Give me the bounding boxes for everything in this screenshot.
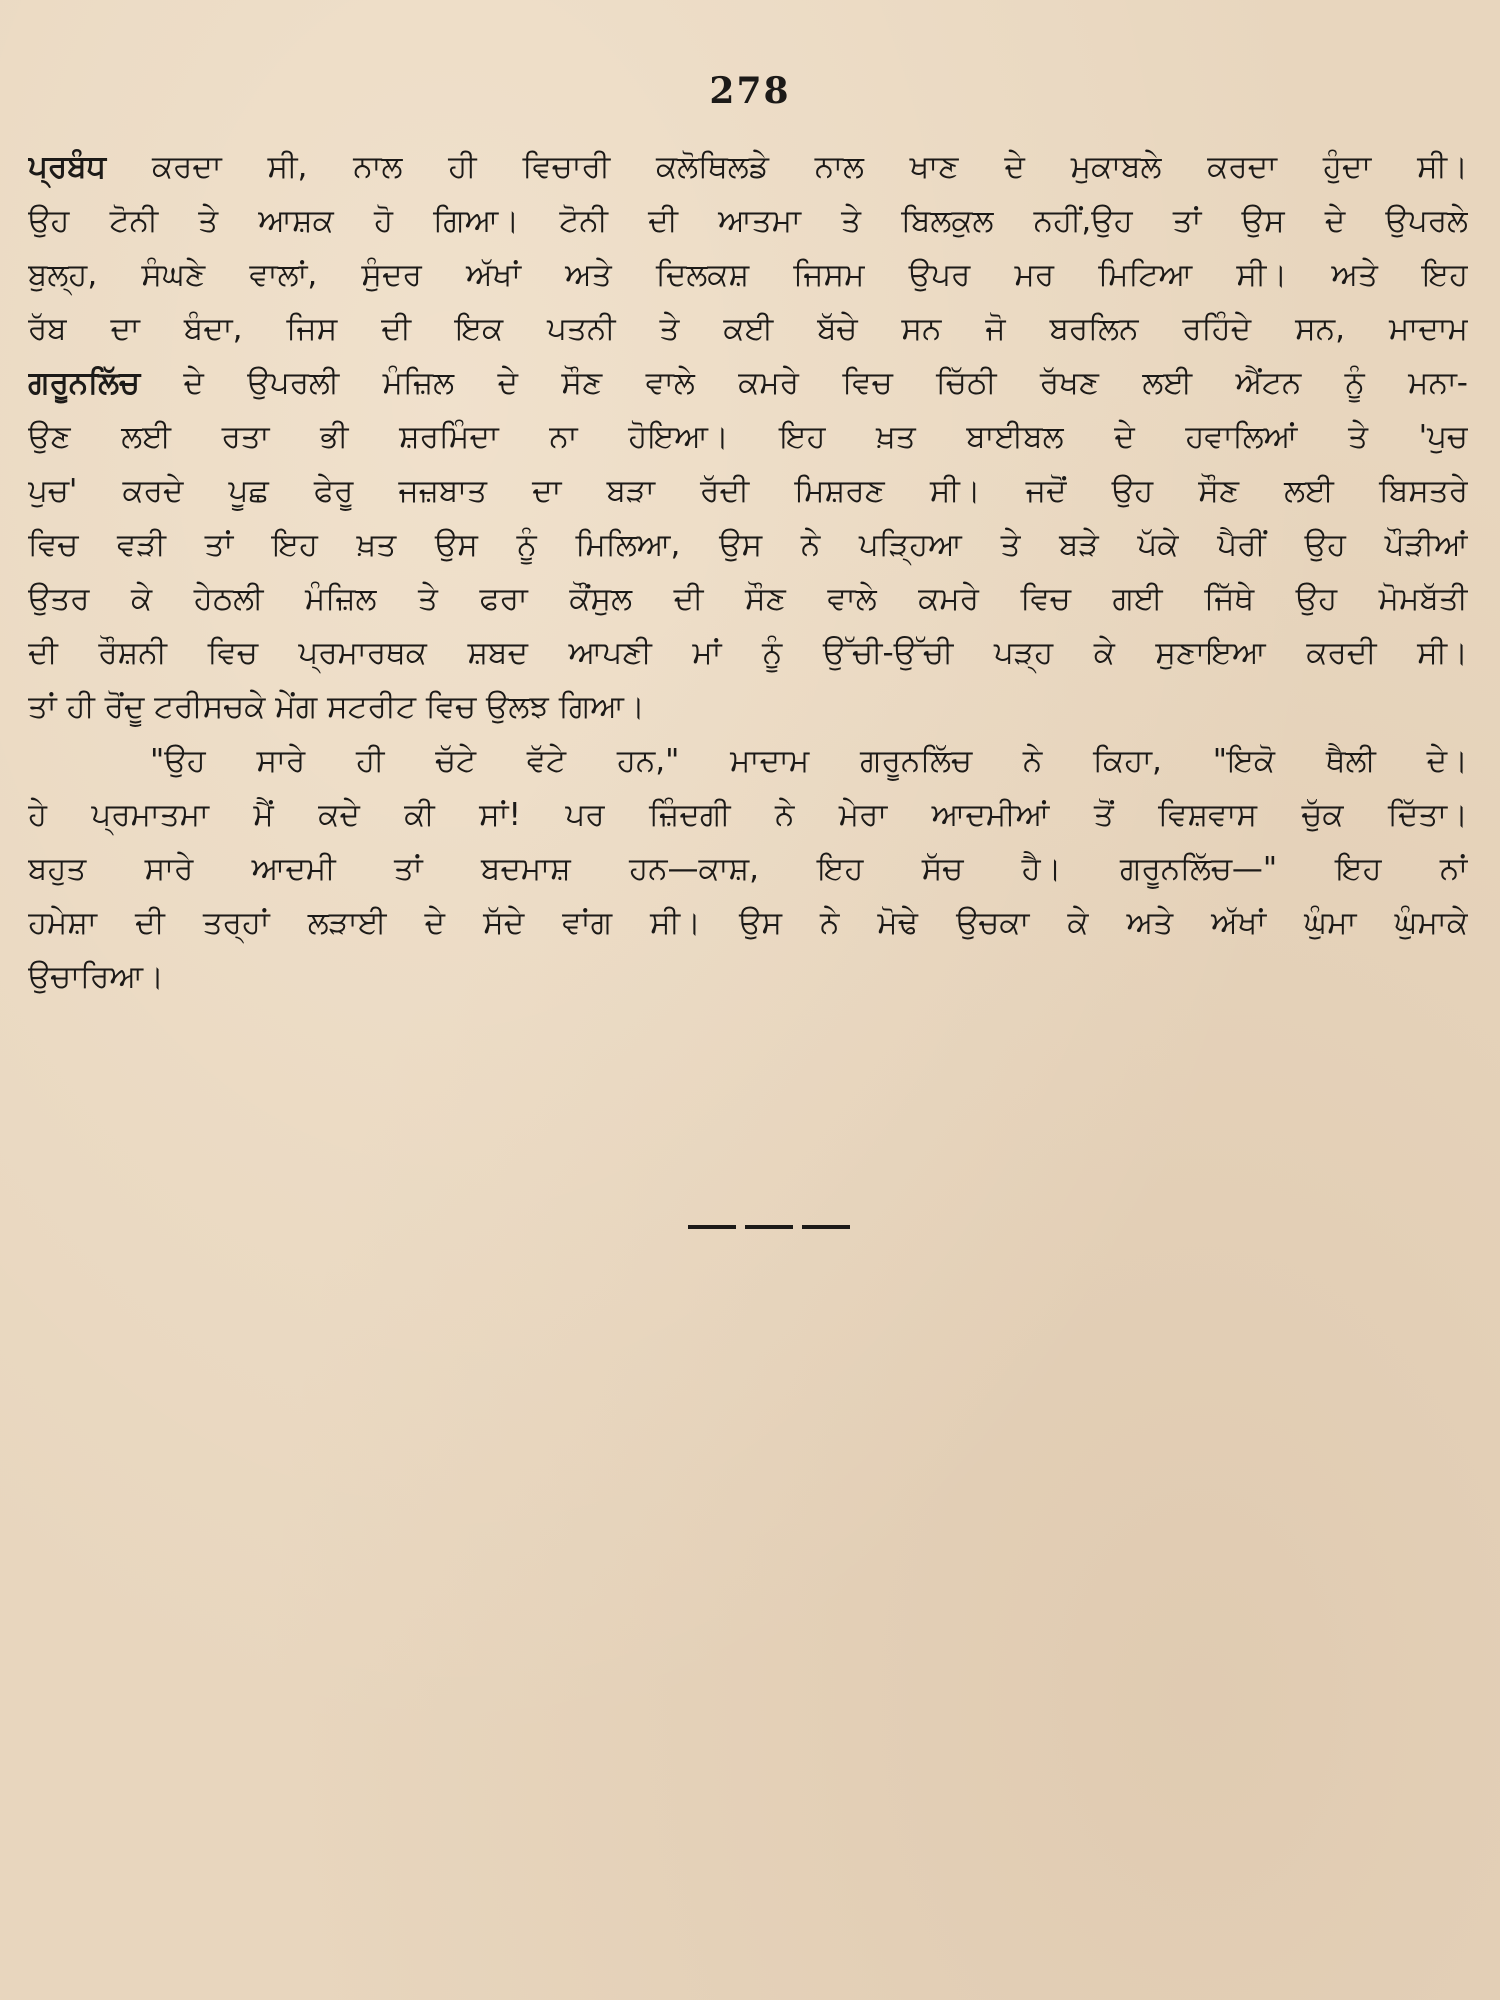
text-line: ਰੱਬ ਦਾ ਬੰਦਾ, ਜਿਸ ਦੀ ਇਕ ਪਤਨੀ ਤੇ ਕਈ ਬੱਚੇ ਸਨ ਜੋ ਬਰਲਿਨ ਰਹਿੰਦੇ ਸਨ, ਮਾਦਾਮ (28, 311, 1468, 347)
text-line: ਉਹ ਟੋਨੀ ਤੇ ਆਸ਼ਕ ਹੋ ਗਿਆ। ਟੋਨੀ ਦੀ ਆਤਮਾ ਤੇ ਬਿਲਕੁਲ ਨਹੀਂ,ਉਹ ਤਾਂ ਉਸ ਦੇ ਉਪਰਲੇ (28, 203, 1468, 239)
text-line: ਵਿਚ ਵੜੀ ਤਾਂ ਇਹ ਖ਼ਤ ਉਸ ਨੂੰ ਮਿਲਿਆ, ਉਸ ਨੇ ਪੜ੍ਹਿਆ ਤੇ ਬੜੇ ਪੱਕੇ ਪੈਰੀਂ ਉਹ ਪੌੜੀਆਂ (28, 527, 1468, 563)
text-line: ਉਤਰ ਕੇ ਹੇਠਲੀ ਮੰਜ਼ਿਲ ਤੇ ਫਰਾ ਕੌਂਸੁਲ ਦੀ ਸੌਣ ਵਾਲੇ ਕਮਰੇ ਵਿਚ ਗਈ ਜਿੱਥੇ ਉਹ ਮੋਮਬੱਤੀ (28, 581, 1468, 617)
text-line: ਉਚਾਰਿਆ। (28, 959, 164, 995)
page-number: 278 (709, 70, 791, 112)
text-line: ਹਮੇਸ਼ਾ ਦੀ ਤਰ੍ਹਾਂ ਲੜਾਈ ਦੇ ਸੱਦੇ ਵਾਂਗ ਸੀ। ਉਸ ਨੇ ਮੋਢੇ ਉਚਕਾ ਕੇ ਅਤੇ ਅੱਖਾਂ ਘੁੰਮਾ ਘੁੰਮਾਕੇ (28, 905, 1468, 941)
paragraph-1 (28, 140, 1468, 734)
text-line: ਪ੍ਰਬੰਧ ਕਰਦਾ ਸੀ, ਨਾਲ ਹੀ ਵਿਚਾਰੀ ਕਲੋਥਿਲਡੇ ਨਾਲ ਖਾਣ ਦੇ ਮੁਕਾਬਲੇ ਕਰਦਾ ਹੁੰਦਾ ਸੀ। (28, 149, 1468, 185)
text-line: ਗਰੂਨਲਿੱਚ ਦੇ ਉਪਰਲੀ ਮੰਜ਼ਿਲ ਦੇ ਸੌਣ ਵਾਲੇ ਕਮਰੇ ਵਿਚ ਚਿੱਠੀ ਰੱਖਣ ਲਈ ਐਂਟਨ ਨੂੰ ਮਨਾ- (28, 365, 1468, 401)
text-line: ਹੇ ਪ੍ਰਮਾਤਮਾ ਮੈਂ ਕਦੇ ਕੀ ਸਾਂ! ਪਰ ਜ਼ਿੰਦਗੀ ਨੇ ਮੇਰਾ ਆਦਮੀਆਂ ਤੋਂ ਵਿਸ਼ਵਾਸ ਚੁੱਕ ਦਿੱਤਾ। (28, 797, 1468, 833)
body-text (28, 140, 1468, 1004)
text-line: ਬਹੁਤ ਸਾਰੇ ਆਦਮੀ ਤਾਂ ਬਦਮਾਸ਼ ਹਨ—ਕਾਸ਼, ਇਹ ਸੱਚ ਹੈ। ਗਰੂਨਲਿੱਚ—" ਇਹ ਨਾਂ (28, 851, 1468, 887)
text-line: ਉਣ ਲਈ ਰਤਾ ਭੀ ਸ਼ਰਮਿੰਦਾ ਨਾ ਹੋਇਆ। ਇਹ ਖ਼ਤ ਬਾਈਬਲ ਦੇ ਹਵਾਲਿਆਂ ਤੇ 'ਪੁਚ (28, 419, 1468, 455)
rule-dash (688, 1225, 736, 1229)
emphasized-word: ਗਰੂਨਲਿੱਚ (28, 365, 141, 401)
rule-dash (745, 1225, 793, 1229)
text-line: ਦੀ ਰੌਸ਼ਨੀ ਵਿਚ ਪ੍ਰਮਾਰਥਕ ਸ਼ਬਦ ਆਪਣੀ ਮਾਂ ਨੂੰ ਉੱਚੀ-ਉੱਚੀ ਪੜ੍ਹ ਕੇ ਸੁਣਾਇਆ ਕਰਦੀ ਸੀ। (28, 635, 1468, 671)
rule-dash (802, 1225, 850, 1229)
paragraph-2 (28, 734, 1468, 1004)
text-line: "ਉਹ ਸਾਰੇ ਹੀ ਚੱਟੇ ਵੱਟੇ ਹਨ," ਮਾਦਾਮ ਗਰੂਨਲਿੱਚ ਨੇ ਕਿਹਾ, "ਇਕੋ ਥੈਲੀ ਦੇ। (150, 743, 1468, 779)
section-end-rule (688, 1225, 850, 1229)
emphasized-word: ਪ੍ਰਬੰਧ (28, 149, 107, 185)
text-line: ਬੁਲ੍ਹ, ਸੰਘਣੇ ਵਾਲਾਂ, ਸੁੰਦਰ ਅੱਖਾਂ ਅਤੇ ਦਿਲਕਸ਼ ਜਿਸਮ ਉਪਰ ਮਰ ਮਿਟਿਆ ਸੀ। ਅਤੇ ਇਹ (28, 257, 1468, 293)
text-line: ਪੁਚ' ਕਰਦੇ ਪੂਛ ਫੇਰੂ ਜਜ਼ਬਾਤ ਦਾ ਬੜਾ ਰੱਦੀ ਮਿਸ਼ਰਣ ਸੀ। ਜਦੋਂ ਉਹ ਸੌਣ ਲਈ ਬਿਸਤਰੇ (28, 473, 1468, 509)
text-line: ਤਾਂ ਹੀ ਰੋਂਦੂ ਟਰੀਸਚਕੇ ਮੇਂਗ ਸਟਰੀਟ ਵਿਚ ਉਲਝ ਗਿਆ। (28, 689, 645, 725)
